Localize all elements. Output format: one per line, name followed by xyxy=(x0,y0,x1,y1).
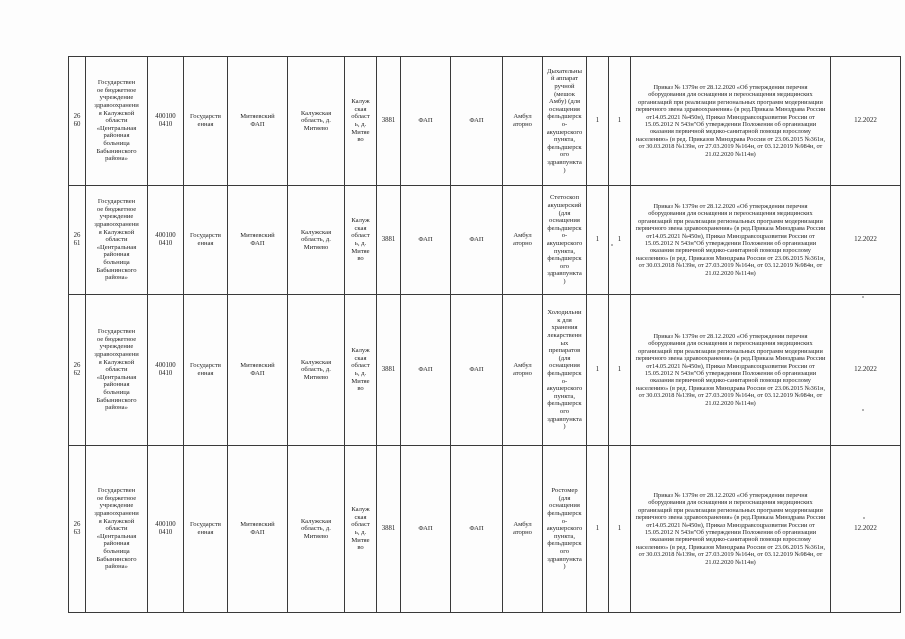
organization-name-cell: Государствен ое бюджетное учреждение здравоохранени я Калужской области «Центральная районная больница Бабынинского района» xyxy=(86,186,148,295)
care-condition-cell: Амбул аторно xyxy=(503,446,543,613)
legal-basis-cell: Приказ № 1379н от 28.12.2020 «Об утверждении перечня оборудования для оснащения и переоснащения медицинских организаций при реализации региональных программ модернизации первичного звена здравоохранения» (в ред.Приказа Минздрава России от14.05.2021 №450н), Приказ Минздравсоцразвития России от 15.05.2012 N 543н"Об утверждении Положения об организации оказания первичной медико-санитарной помощи взрослому населению» (в ред. Приказов Минздрава России от 23.06.2015 №361н, от 30.03.2018 №139н, от 27.03.2019 №164н, от 03.12.2019 №984н, от 21.02.2020 №114н) xyxy=(631,57,831,186)
equipment-name-cell: Ростомер (для оснащения фельдшерск о- акушерского пункта, фельдшерск ого здравпункта ) xyxy=(543,446,587,613)
quantity-planned-cell: 1 xyxy=(609,295,631,446)
locality-cell: Калуж ская област ь, д. Митяе во xyxy=(345,295,377,446)
table-row xyxy=(69,446,901,613)
legal-basis-cell: Приказ № 1379н от 28.12.2020 «Об утверждении перечня оборудования для оснащения и переоснащения медицинских организаций при реализации региональных программ модернизации первичного звена здравоохранения» (в ред.Приказа Минздрава России от14.05.2021 №450н), Приказ Минздравсоцразвития России от 15.05.2012 N 543н"Об утверждении Положения об организации оказания первичной медико-санитарной помощи взрослому населению» (в ред. Приказов Минздрава России от 23.06.2015 №361н, от 30.03.2018 №139н, от 27.03.2019 №164н, от 03.12.2019 №984н, от 21.02.2020 №114н) xyxy=(631,186,831,295)
okved-code-cell: 3881 xyxy=(377,186,401,295)
okved-code-cell: 3881 xyxy=(377,57,401,186)
delivery-date-cell: 12.2022 xyxy=(831,295,901,446)
organization-name-cell: Государствен ое бюджетное учреждение здравоохранени я Калужской области «Центральная районная больница Бабынинского района» xyxy=(86,57,148,186)
row-number-cell: 26 60 xyxy=(69,57,86,186)
care-condition-cell: Амбул аторно xyxy=(503,57,543,186)
locality-cell: Калуж ская област ь, д. Митяе во xyxy=(345,186,377,295)
scan-speck xyxy=(862,409,864,411)
facility-address-cell: Калужская область, д. Митяево xyxy=(288,186,345,295)
table-row xyxy=(69,57,901,186)
facility-subtype-cell: ФАП xyxy=(451,295,503,446)
organization-name-cell: Государствен ое бюджетное учреждение здравоохранени я Калужской области «Центральная районная больница Бабынинского района» xyxy=(86,446,148,613)
facility-subtype-cell: ФАП xyxy=(451,57,503,186)
row-number-cell: 26 63 xyxy=(69,446,86,613)
facility-type-cell: ФАП xyxy=(401,186,451,295)
facility-unit-cell: Митяевский ФАП xyxy=(228,186,288,295)
table-body xyxy=(69,57,901,613)
ownership-form-cell: Государств енная xyxy=(184,295,228,446)
facility-unit-cell: Митяевский ФАП xyxy=(228,57,288,186)
table-row xyxy=(69,295,901,446)
facility-address-cell: Калужская область, д. Митяево xyxy=(288,57,345,186)
ownership-form-cell: Государств енная xyxy=(184,57,228,186)
care-condition-cell: Амбул аторно xyxy=(503,186,543,295)
organization-name-cell: Государствен ое бюджетное учреждение здравоохранени я Калужской области «Центральная районная больница Бабынинского района» xyxy=(86,295,148,446)
legal-basis-cell: Приказ № 1379н от 28.12.2020 «Об утверждении перечня оборудования для оснащения и переоснащения медицинских организаций при реализации региональных программ модернизации первичного звена здравоохранения» (в ред.Приказа Минздрава России от14.05.2021 №450н), Приказ Минздравсоцразвития России от 15.05.2012 N 543н"Об утверждении Положения об организации оказания первичной медико-санитарной помощи взрослому населению» (в ред. Приказов Минздрава России от 23.06.2015 №361н, от 30.03.2018 №139н, от 27.03.2019 №164н, от 03.12.2019 №984н, от 21.02.2020 №114н) xyxy=(631,446,831,613)
scan-speck xyxy=(862,296,864,298)
scan-speck xyxy=(863,517,865,519)
inn-code-cell: 400100 0410 xyxy=(148,295,184,446)
facility-address-cell: Калужская область, д. Митяево xyxy=(288,295,345,446)
delivery-date-cell: 12.2022 xyxy=(831,57,901,186)
legal-basis-cell: Приказ № 1379н от 28.12.2020 «Об утверждении перечня оборудования для оснащения и переоснащения медицинских организаций при реализации региональных программ модернизации первичного звена здравоохранения» (в ред.Приказа Минздрава России от14.05.2021 №450н), Приказ Минздравсоцразвития России от 15.05.2012 N 543н"Об утверждении Положения об организации оказания первичной медико-санитарной помощи взрослому населению» (в ред. Приказов Минздрава России от 23.06.2015 №361н, от 30.03.2018 №139н, от 27.03.2019 №164н, от 03.12.2019 №984н, от 21.02.2020 №114н) xyxy=(631,295,831,446)
care-condition-cell: Амбул аторно xyxy=(503,295,543,446)
quantity-planned-cell: 1 xyxy=(609,446,631,613)
equipment-name-cell: Стетоскоп акушерский (для оснащения фельдшерск о- акушерского пункта, фельдшерск ого здравпункта ) xyxy=(543,186,587,295)
equipment-register-table xyxy=(68,56,901,613)
locality-cell: Калуж ская област ь, д. Митяе во xyxy=(345,57,377,186)
inn-code-cell: 400100 0410 xyxy=(148,446,184,613)
facility-address-cell: Калужская область, д. Митяево xyxy=(288,446,345,613)
facility-type-cell: ФАП xyxy=(401,57,451,186)
quantity-required-cell: 1 xyxy=(587,57,609,186)
row-number-cell: 26 62 xyxy=(69,295,86,446)
equipment-name-cell: Дыхательны й аппарат ручной (мешок Амбу) (для оснащения фельдшерск о- акушерского пункта, фельдшерск ого здравпункта ) xyxy=(543,57,587,186)
inn-code-cell: 400100 0410 xyxy=(148,57,184,186)
okved-code-cell: 3881 xyxy=(377,446,401,613)
equipment-name-cell: Холодильни к для хранения лекарственн ых препаратов (для оснащения фельдшерск о- акушерского пункта, фельдшерск ого здравпункта ) xyxy=(543,295,587,446)
scan-speck xyxy=(611,244,613,246)
row-number-cell: 26 61 xyxy=(69,186,86,295)
quantity-planned-cell: 1 xyxy=(609,57,631,186)
quantity-planned-cell: 1 xyxy=(609,186,631,295)
facility-subtype-cell: ФАП xyxy=(451,446,503,613)
facility-type-cell: ФАП xyxy=(401,446,451,613)
ownership-form-cell: Государств енная xyxy=(184,186,228,295)
ownership-form-cell: Государств енная xyxy=(184,446,228,613)
facility-type-cell: ФАП xyxy=(401,295,451,446)
quantity-required-cell: 1 xyxy=(587,186,609,295)
facility-subtype-cell: ФАП xyxy=(451,186,503,295)
table-row xyxy=(69,186,901,295)
delivery-date-cell: 12.2022 xyxy=(831,186,901,295)
inn-code-cell: 400100 0410 xyxy=(148,186,184,295)
facility-unit-cell: Митяевский ФАП xyxy=(228,295,288,446)
quantity-required-cell: 1 xyxy=(587,446,609,613)
delivery-date-cell: 12.2022 xyxy=(831,446,901,613)
quantity-required-cell: 1 xyxy=(587,295,609,446)
facility-unit-cell: Митяевский ФАП xyxy=(228,446,288,613)
locality-cell: Калуж ская област ь, д. Митяе во xyxy=(345,446,377,613)
okved-code-cell: 3881 xyxy=(377,295,401,446)
